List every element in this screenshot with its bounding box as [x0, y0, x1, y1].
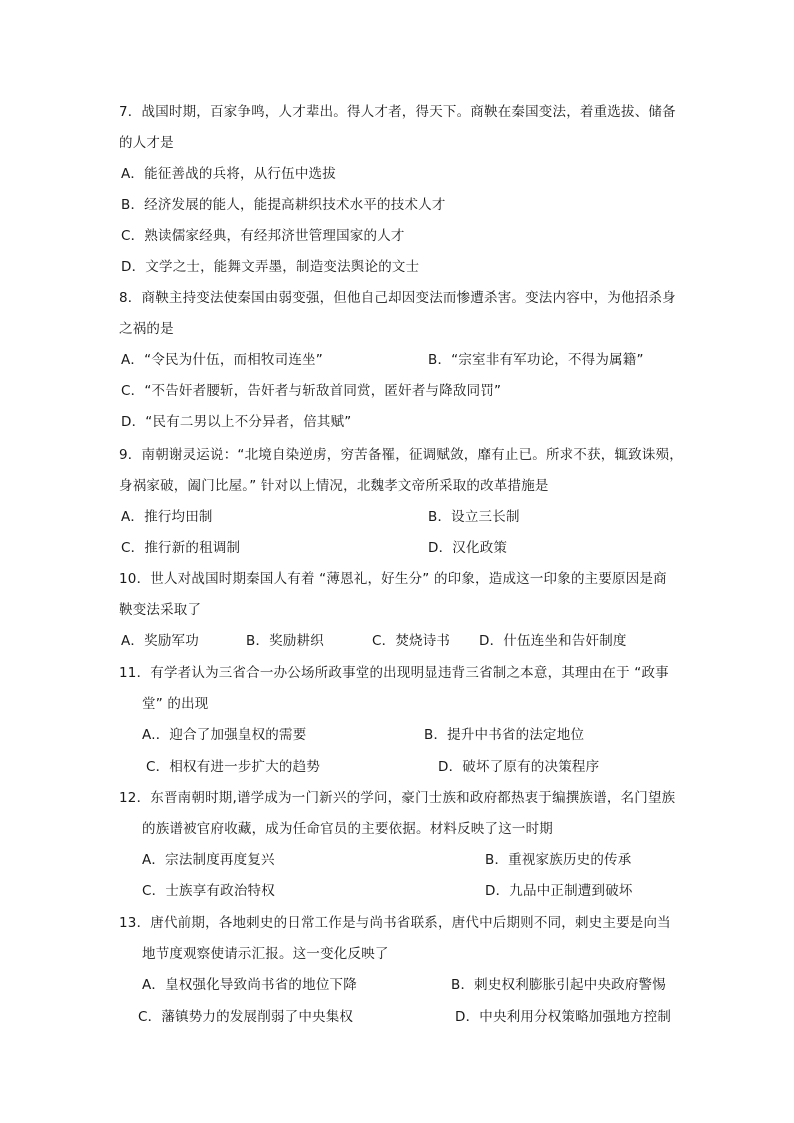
answer-option-a: A．奖励军功 [121, 633, 199, 649]
question-stem: 8．商鞅主持变法使秦国由弱变强，但他自己却因变法而惨遭杀害。变法内容中，为他招杀身 [119, 290, 676, 306]
answer-option-c: C．焚烧诗书 [372, 633, 451, 649]
question-stem: 10．世人对战国时期秦国人有着 “薄恩礼，好生分” 的印象，造成这一印象的主要原因是商 [119, 571, 667, 587]
answer-option-d: D．中央利用分权策略加强地方控制 [455, 1009, 672, 1025]
answer-option-d: D．九品中正制遭到破坏 [485, 883, 633, 899]
answer-option-a: A．推行均田制 [121, 509, 213, 525]
question-stem: 12．东晋南朝时期,谱学成为一门新兴的学问，豪门士族和政府都热衷于编撰族谱，名门望族 [119, 790, 676, 806]
question-stem: 堂” 的出现 [142, 696, 209, 712]
answer-option-b: B．刺史权利膨胀引起中央政府警惕 [451, 977, 666, 993]
question-stem: 9．南朝谢灵运说：“北境自染逆虏，穷苦备罹，征调赋敛，靡有止已。所求不获，辄致诛殒， [119, 447, 683, 463]
question-stem: 地节度观察使请示汇报。这一变化反映了 [142, 946, 389, 962]
answer-option-a: A．皇权强化导致尚书省的地位下降 [142, 977, 357, 993]
answer-option-d: D．文学之士，能舞文弄墨，制造变法舆论的文士 [121, 259, 420, 275]
question-stem: 的族谱被官府收藏，成为任命官员的主要依据。材料反映了这一时期 [142, 821, 553, 837]
answer-option-a: A.．迎合了加强皇权的需要 [142, 727, 307, 743]
answer-option-a: A．宗法制度再度复兴 [142, 852, 275, 868]
question-stem: 7．战国时期，百家争鸣，人才辈出。得人才者，得天下。商鞅在秦国变法，着重选拔、储备 [119, 104, 676, 120]
question-stem: 鞅变法采取了 [119, 602, 202, 618]
answer-option-b: B．提升中书省的法定地位 [424, 727, 585, 743]
question-stem: 之祸的是 [119, 321, 174, 337]
answer-option-b: B．设立三长制 [428, 509, 520, 525]
answer-option-b: B．奖励耕织 [246, 633, 324, 649]
question-stem: 的人才是 [119, 135, 174, 151]
question-stem: 11．有学者认为三省合一办公场所政事堂的出现明显违背三省制之本意，其理由在于 “政事 [119, 665, 669, 681]
answer-option-b: B．“宗室非有军功论，不得为属籍” [428, 352, 644, 368]
answer-option-c: C．推行新的租调制 [121, 540, 241, 556]
answer-option-a: A．“令民为什伍，而相牧司连坐” [121, 352, 323, 368]
question-stem: 13．唐代前期，各地刺史的日常工作是与尚书省联系，唐代中后期则不同，刺史主要是向当 [119, 915, 671, 931]
answer-option-d: D．破坏了原有的决策程序 [438, 759, 600, 775]
answer-option-d: D．什伍连坐和告奸制度 [479, 633, 627, 649]
answer-option-c: C．藩镇势力的发展削弱了中央集权 [138, 1009, 354, 1025]
answer-option-c: C．相权有进一步扩大的趋势 [146, 759, 321, 775]
answer-option-c: C．士族享有政治特权 [142, 883, 275, 899]
answer-option-b: B．经济发展的能人，能提高耕织技术水平的技术人才 [121, 197, 446, 213]
answer-option-c: C．熟读儒家经典，有经邦济世管理国家的人才 [121, 228, 405, 244]
answer-option-d: D．汉化政策 [428, 540, 508, 556]
answer-option-d: D．“民有二男以上不分异者，倍其赋” [121, 414, 352, 430]
answer-option-b: B．重视家族历史的传承 [485, 852, 632, 868]
question-stem: 身祸家破，阖门比屋。” 针对以上情况，北魏孝文帝所采取的改革措施是 [119, 478, 549, 494]
answer-option-a: A．能征善战的兵将，从行伍中选拔 [121, 166, 336, 182]
answer-option-c: C．“不告奸者腰斩，告奸者与斩敌首同赏，匿奸者与降敌同罚” [121, 383, 502, 399]
